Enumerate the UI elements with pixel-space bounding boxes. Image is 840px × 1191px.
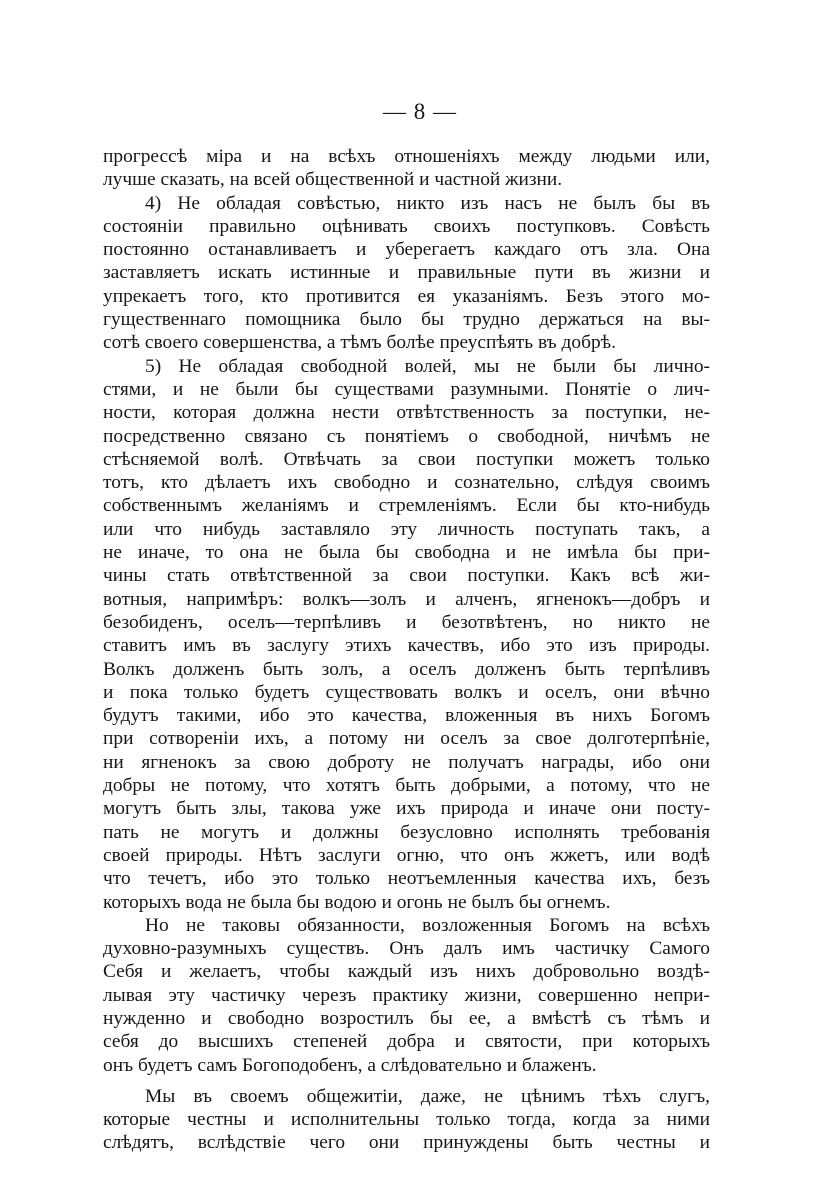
text-line: которые честны и исполнительны только тогда, когда за ними <box>103 1109 710 1131</box>
text-line: Волкъ долженъ быть золъ, а оселъ долженъ быть терпѣливъ <box>103 658 710 680</box>
page-number: — 8 — <box>383 99 457 124</box>
text-line: Но не таковы обязанности, возложенныя Богомъ на всѣхъ <box>145 914 710 936</box>
text-line: онъ будетъ самъ Богоподобенъ, а слѣдовательно и блаженъ. <box>103 1054 597 1076</box>
text-line: могутъ быть злы, такова уже ихъ природа и иначе они посту- <box>103 798 710 820</box>
text-line: гущественнаго помощника было бы трудно держаться на вы- <box>103 309 710 331</box>
paragraph <box>103 1085 710 1155</box>
text-line: 4) Не обладая совѣстью, никто изъ насъ не былъ бы въ <box>145 192 710 214</box>
paragraph-spacer <box>103 1077 710 1085</box>
paragraph <box>103 355 710 914</box>
text-line: ставитъ имъ въ заслугу этихъ качествъ, ибо это изъ природы. <box>103 635 710 657</box>
text-line: ности, которая должна нести отвѣтственность за поступки, не- <box>103 402 710 424</box>
text-line: слѣдятъ, вслѣдствіе чего они принуждены быть честны и <box>103 1132 710 1154</box>
text-line: стѣсняемой волѣ. Отвѣчать за свои поступки можетъ только <box>103 448 710 470</box>
paragraph <box>103 192 710 355</box>
text-line: будутъ такими, ибо это качества, вложенныя въ нихъ Богомъ <box>103 705 710 727</box>
text-line: посредственно связано съ понятіемъ о свободной, ничѣмъ не <box>103 425 710 447</box>
text-line: добры не потому, что хотятъ быть добрыми, а потому, что не <box>103 775 710 797</box>
text-line: вотныя, напримѣръ: волкъ—золъ и алченъ, ягненокъ—добръ и <box>103 588 710 610</box>
paragraph <box>103 914 710 1077</box>
text-line: Мы въ своемъ общежитіи, даже, не цѣнимъ тѣхъ слугъ, <box>145 1085 710 1107</box>
text-line: собственнымъ желаніямъ и стремленіямъ. Если бы кто-нибудь <box>103 495 710 517</box>
text-line: чины стать отвѣтственной за свои поступки. Какъ всѣ жи- <box>103 565 710 587</box>
text-line: упрекаетъ того, кто противится ея указаніямъ. Безъ этого мо- <box>103 285 710 307</box>
text-line: пать не могутъ и должны безусловно исполнять требованія <box>103 821 710 843</box>
text-line: духовно-разумныхъ существъ. Онъ далъ имъ частичку Самого <box>103 938 710 960</box>
text-line: и пока только будетъ существовать волкъ и оселъ, они вѣчно <box>103 681 710 703</box>
text-line: состояніи правильно оцѣнивать своихъ поступковъ. Совѣсть <box>103 215 710 237</box>
text-line: нужденно и свободно возростилъ бы ее, а вмѣстѣ съ тѣмъ и <box>103 1007 710 1029</box>
text-line: постоянно останавливаетъ и уберегаетъ каждаго отъ зла. Она <box>103 239 710 261</box>
text-line: заставляетъ искать истинные и правильные пути въ жизни и <box>103 262 710 284</box>
text-line: Себя и желаетъ, чтобы каждый изъ нихъ добровольно воздѣ- <box>103 961 710 983</box>
text-line: стями, и не были бы существами разумными. Понятіе о лич- <box>103 378 710 400</box>
text-line: при сотвореніи ихъ, а потому ни оселъ за свое долготерпѣніе, <box>103 728 710 750</box>
text-line: что течетъ, ибо это только неотъемленныя качества ихъ, безъ <box>103 868 710 890</box>
text-line: ни ягненокъ за свою доброту не получатъ награды, ибо они <box>103 751 710 773</box>
text-line: которыхъ вода не была бы водою и огонь не былъ бы огнемъ. <box>103 891 611 913</box>
text-line: 5) Не обладая свободной волей, мы не были бы лично- <box>145 355 710 377</box>
text-line: тотъ, кто дѣлаетъ ихъ свободно и сознательно, слѣдуя своимъ <box>103 472 710 494</box>
text-line: не иначе, то она не была бы свободна и не имѣла бы при- <box>103 542 710 564</box>
text-line: сотѣ своего совершенства, а тѣмъ болѣе преуспѣять въ добрѣ. <box>103 332 617 354</box>
text-line: или что нибудь заставляло эту личность поступать такъ, а <box>103 518 710 540</box>
page-body-text <box>103 145 710 1155</box>
text-line: своей природы. Нѣтъ заслуги огню, что онъ жжетъ, или водѣ <box>103 844 710 866</box>
text-line: лывая эту частичку черезъ практику жизни, совершенно непри- <box>103 984 710 1006</box>
text-line: прогрессѣ міра и на всѣхъ отношеніяхъ между людьми или, <box>103 146 710 167</box>
paragraph <box>103 145 710 192</box>
text-line: лучше сказать, на всей общественной и частной жизни. <box>103 169 563 191</box>
text-line: себя до высшихъ степеней добра и святости, при которыхъ <box>103 1031 710 1053</box>
text-line: безобиденъ, оселъ—терпѣливъ и безотвѣтенъ, но никто не <box>103 611 710 633</box>
